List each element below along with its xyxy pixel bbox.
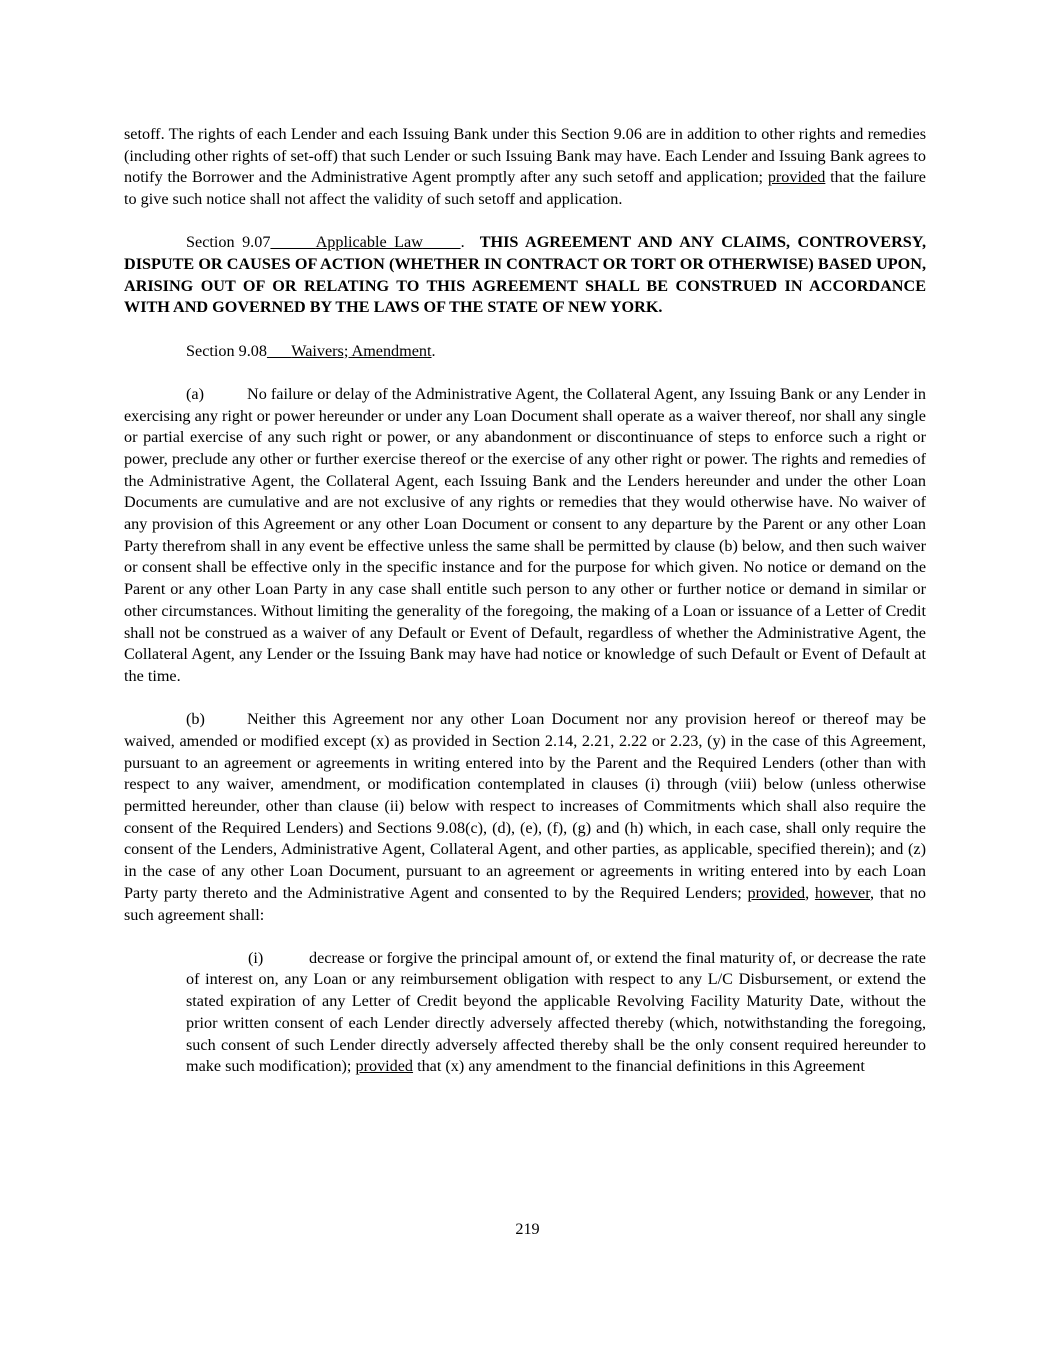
clause-b: (b) Neither this Agreement nor any other Loan Document nor any provision hereof or thereof may be waived, amended or modified except (x) as provided in Section 2.14, 2.21, 2.22 or 2.23, (y) in the case of this Agreement, pursuant to an agreement or agreements in writing entered into by the Parent and the Required Lenders (other than with respect to any waiver, amendment, or modification contemplated in clauses (i) through (viii) below (unless otherwise permitted hereunder, other than clause (ii) below with respect to increases of Commitments which shall also require the consent of the Required Lenders) and Sections 9.08(c), (d), (e), (f), (g) and (h) which, in each case, shall only require the consent of the Lenders, Administrative Agent, Collateral Agent, and other parties, as applicable, specified therein); and (z) in the case of any other Loan Document, pursuant to an agreement or agreements in writing entered into by each Loan Party party thereto and the Administrative Agent and consented to by the Required Lenders; provided, however, that no such agreement shall:	[124, 710, 927, 924]
clause-text: Neither this Agreement nor any other Loan Document nor any provision hereof or thereof may be waived, amended or modified except (x) as provided in Section 2.14, 2.21, 2.22 or 2.23, (y) in the case of this Agreement, pursuant to an agreement or agreements in writing entered into by the Parent and the Required Lenders (other than with respect to any waiver, amendment, or modification contemplated in clauses (i) through (viii) below (unless otherwise permitted hereunder, other than clause (ii) below with respect to increases of Commitments which shall also require the consent of the Required Lenders) and Sections 9.08(c), (d), (e), (f), (g) and (h) which, in each case, shall only require the consent of the Lenders, Administrative Agent, Collateral Agent, and other parties, as applicable, specified therein); and (z) in the case of any other Loan Document, pursuant to an agreement or agreements in writing entered into by each Loan Party party thereto and the Administrative Agent and consented to by the Required Lenders;	[124, 710, 926, 902]
continuation-text: setoff. The rights of each Lender and each Issuing Bank under this Section 9.06 are in addition to other rights and remedies (including other rights of set-off) that such Lender or such Issuing Bank may have. Each Lender and Issuing Bank agrees to notify the Borrower and the Administrative Agent promptly after any such setoff and application;	[124, 125, 926, 187]
clause-text-end: , that no such agreement shall:	[124, 883, 927, 924]
clause-text: No failure or delay of the Administrative Agent, the Collateral Agent, any Issuing Bank or any Lender in exercising any right or power hereunder or under any Loan Document shall operate as a waiver thereof, nor shall any single or partial exercise of any such right or power, or any abandonment or discontinuance of steps to enforce such a right or power, preclude any other or further exercise thereof or the exercise of any other right or power. The rights and remedies of the Administrative Agent, the Collateral Agent, each Issuing Bank and the Lenders hereunder and under the other Loan Documents are cumulative and are not exclusive of any rights or remedies that they would otherwise have. No waiver of any provision of this Agreement or any other Loan Document or consent to any departure by the Parent or any other Loan Party therefrom shall in any event be effective unless the same shall be permitted by clause (b) below, and then such waiver or consent shall be effective only in the specific instance and for the purpose for which given. No notice or demand on the Parent or any other Loan Party in any case shall entitle such person to any other or further notice or demand in similar or other circumstances. Without limiting the generality of the foregoing, the making of a Loan or issuance of a Letter of Credit shall not be construed as a waiver of any Default or Event of Default, regardless of whether the Administrative Agent, the Collateral Agent, any Lender or the Issuing Bank may have had notice or knowledge of such Default or Event of Default at the time.	[124, 384, 926, 685]
continuation-paragraph	[124, 124, 926, 211]
clause-label: (b)	[186, 710, 205, 729]
clause-a	[124, 384, 926, 688]
section-number: Section 9.07	[186, 233, 271, 252]
provided-term: provided	[767, 168, 826, 187]
provided-term: provided	[355, 1057, 414, 1076]
section-title-period: .	[431, 341, 436, 360]
provided-term: provided	[747, 883, 806, 902]
however-term: however	[814, 883, 870, 902]
clause-text-end: that (x) any amendment to the financial definitions in this Agreement	[413, 1057, 865, 1076]
section-9-08	[124, 341, 926, 363]
clause-i	[186, 948, 926, 1078]
document-page	[124, 124, 926, 1078]
section-title-period: .	[460, 233, 465, 252]
section-title: Waivers; Amendment	[291, 341, 432, 360]
section-title: Applicable Law	[315, 233, 423, 252]
section-number: Section 9.08	[186, 341, 267, 360]
clause-label: (i)	[248, 948, 264, 967]
page-number: 219	[515, 1220, 540, 1238]
governing-law-text: THIS AGREEMENT AND ANY CLAIMS, CONTROVERSY, DISPUTE OR CAUSES OF ACTION (WHETHER IN CONTRACT OR TORT OR OTHERWISE) BASED UPON, ARISING OUT OF OR RELATING TO THIS AGREEMENT SHALL BE CONSTRUED IN ACCORDANCE WITH AND GOVERNED BY THE LAWS OF THE STATE OF NEW YORK.	[124, 233, 927, 317]
section-9-07	[124, 232, 926, 319]
clause-text: decrease or forgive the principal amount of, or extend the final maturity of, or decrease the rate of interest on, any Loan or any reimbursement obligation with respect to any L/C Disbursement, or extend the stated expiration of any Letter of Credit beyond the applicable Revolving Facility Maturity Date, without the prior written consent of each Lender directly adversely affected thereby (which, notwithstanding the foregoing, such consent of such Lender directly adversely affected thereby shall be the only consent required hereunder to make such modification);	[186, 948, 926, 1076]
continuation-text-end: that the failure to give such notice shall not affect the validity of such setoff and application.	[124, 168, 926, 209]
clause-label: (a)	[186, 384, 204, 403]
